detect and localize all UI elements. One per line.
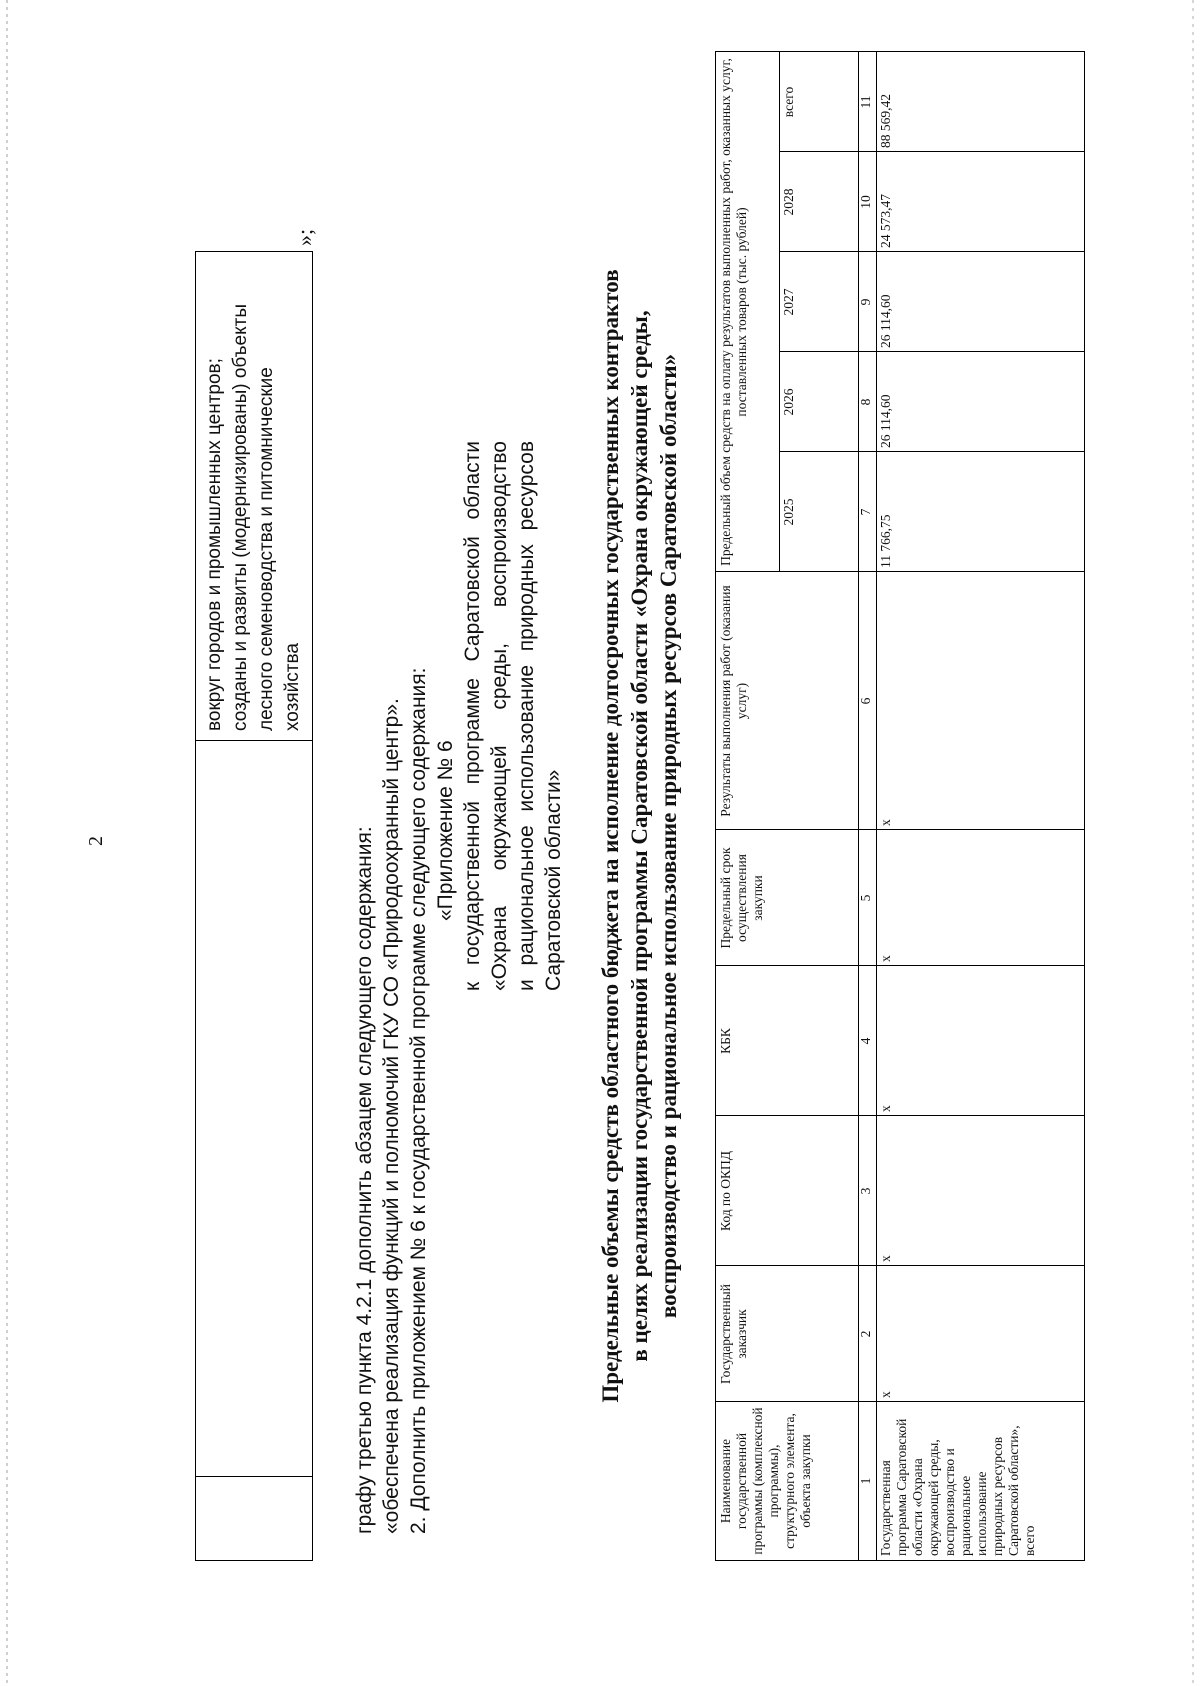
- row-okpd: х: [878, 1255, 893, 1262]
- row-program-name: Государственная программа Саратовской области «Охрана окружающей среды, воспроизводство и рациональное использование природных ресурсов Саратовской области», всего: [878, 1418, 1037, 1556]
- continuation-line: вокруг городов и промышленных центров;: [204, 358, 225, 731]
- col-number: 6: [858, 697, 873, 705]
- heading-line-2: в целях реализации государственной программы Саратовской области «Охрана окружающей среды,: [627, 310, 652, 1362]
- heading-line-3: воспроизводство и рациональное использование природных ресурсов Саратовской области»: [656, 353, 681, 1319]
- row-value-2025: 11 766,75: [878, 514, 893, 568]
- col-number: 4: [858, 1037, 873, 1045]
- continuation-table: [195, 251, 313, 1561]
- continuation-cell-1: [196, 1476, 312, 1560]
- header-term: Предельный срок осуществления закупки: [718, 847, 765, 949]
- col-number: 2: [858, 1330, 873, 1338]
- col-number: 8: [858, 398, 873, 406]
- budget-table: [715, 51, 1085, 1561]
- appendix-line-1: «Приложение № 6: [434, 740, 457, 921]
- row-value-total: 88 569,42: [878, 94, 893, 148]
- continuation-cell-3: [196, 252, 312, 740]
- col-number: 9: [858, 298, 873, 306]
- header-total: всего: [781, 86, 796, 118]
- col-number: 3: [858, 1187, 873, 1195]
- appendix-line-5: Саратовской области»: [542, 769, 565, 991]
- row-value-2028: 24 573,47: [878, 194, 893, 248]
- continuation-line: лесного семеноводства и питомнические: [256, 367, 277, 731]
- header-limit-group: Предельный объем средств на оплату результатов выполненных работ, оказанных услуг, поставленных товаров (тыс. рублей): [718, 58, 749, 566]
- continuation-line: созданы и развиты (модернизированы) объекты: [230, 304, 251, 731]
- appendix-line-4: и рациональное использование природных ресурсов: [515, 441, 538, 991]
- appendix-header: [432, 441, 567, 991]
- col-number: 11: [858, 95, 873, 109]
- col-number: 10: [858, 195, 873, 209]
- col-number: 5: [858, 894, 873, 902]
- page-number: 2: [85, 836, 107, 846]
- document-heading: [596, 111, 683, 1561]
- closing-mark: »;: [292, 228, 317, 246]
- header-okpd: Код по ОКПД: [718, 1151, 733, 1231]
- header-year-2026: 2026: [781, 388, 796, 416]
- header-results: Результаты выполнения работ (оказания услуг): [718, 585, 749, 817]
- appendix-line-3: «Охрана окружающей среды, воспроизводство: [488, 441, 511, 991]
- amendment-line-1: графу третью пункта 4.2.1 дополнить абзацем следующего содержания:: [353, 826, 376, 1534]
- header-year-2028: 2028: [781, 188, 796, 216]
- row-results: х: [878, 819, 893, 826]
- header-customer: Государственный заказчик: [718, 1284, 749, 1384]
- continuation-cell-2: [196, 740, 312, 1476]
- header-name: Наименование государственной программы (комплексной программы), структурного элемента, объекта закупки: [718, 1407, 813, 1555]
- col-number: 7: [858, 508, 873, 516]
- row-value-2026: 26 114,60: [878, 394, 893, 448]
- header-year-2027: 2027: [781, 288, 796, 316]
- continuation-line: хозяйства: [282, 643, 303, 731]
- row-kbk: х: [878, 1105, 893, 1112]
- header-kbk: КБК: [718, 1028, 733, 1054]
- row-value-2027: 26 114,60: [878, 294, 893, 348]
- col-number: 1: [858, 1477, 873, 1485]
- row-customer: х: [878, 1391, 893, 1398]
- amendment-line-3: 2. Дополнить приложением № 6 к государственной программе следующего содержания:: [407, 667, 430, 1534]
- heading-line-1: Предельные объемы средств областного бюджета на исполнение долгосрочных государственных контрактов: [598, 269, 623, 1403]
- appendix-line-2: к государственной программе Саратовской области: [461, 441, 484, 991]
- amendment-line-2: «обеспечена реализация функций и полномочий ГКУ СО «Природоохранный центр».: [380, 698, 403, 1534]
- row-term: х: [878, 955, 893, 962]
- header-year-2025: 2025: [781, 498, 796, 526]
